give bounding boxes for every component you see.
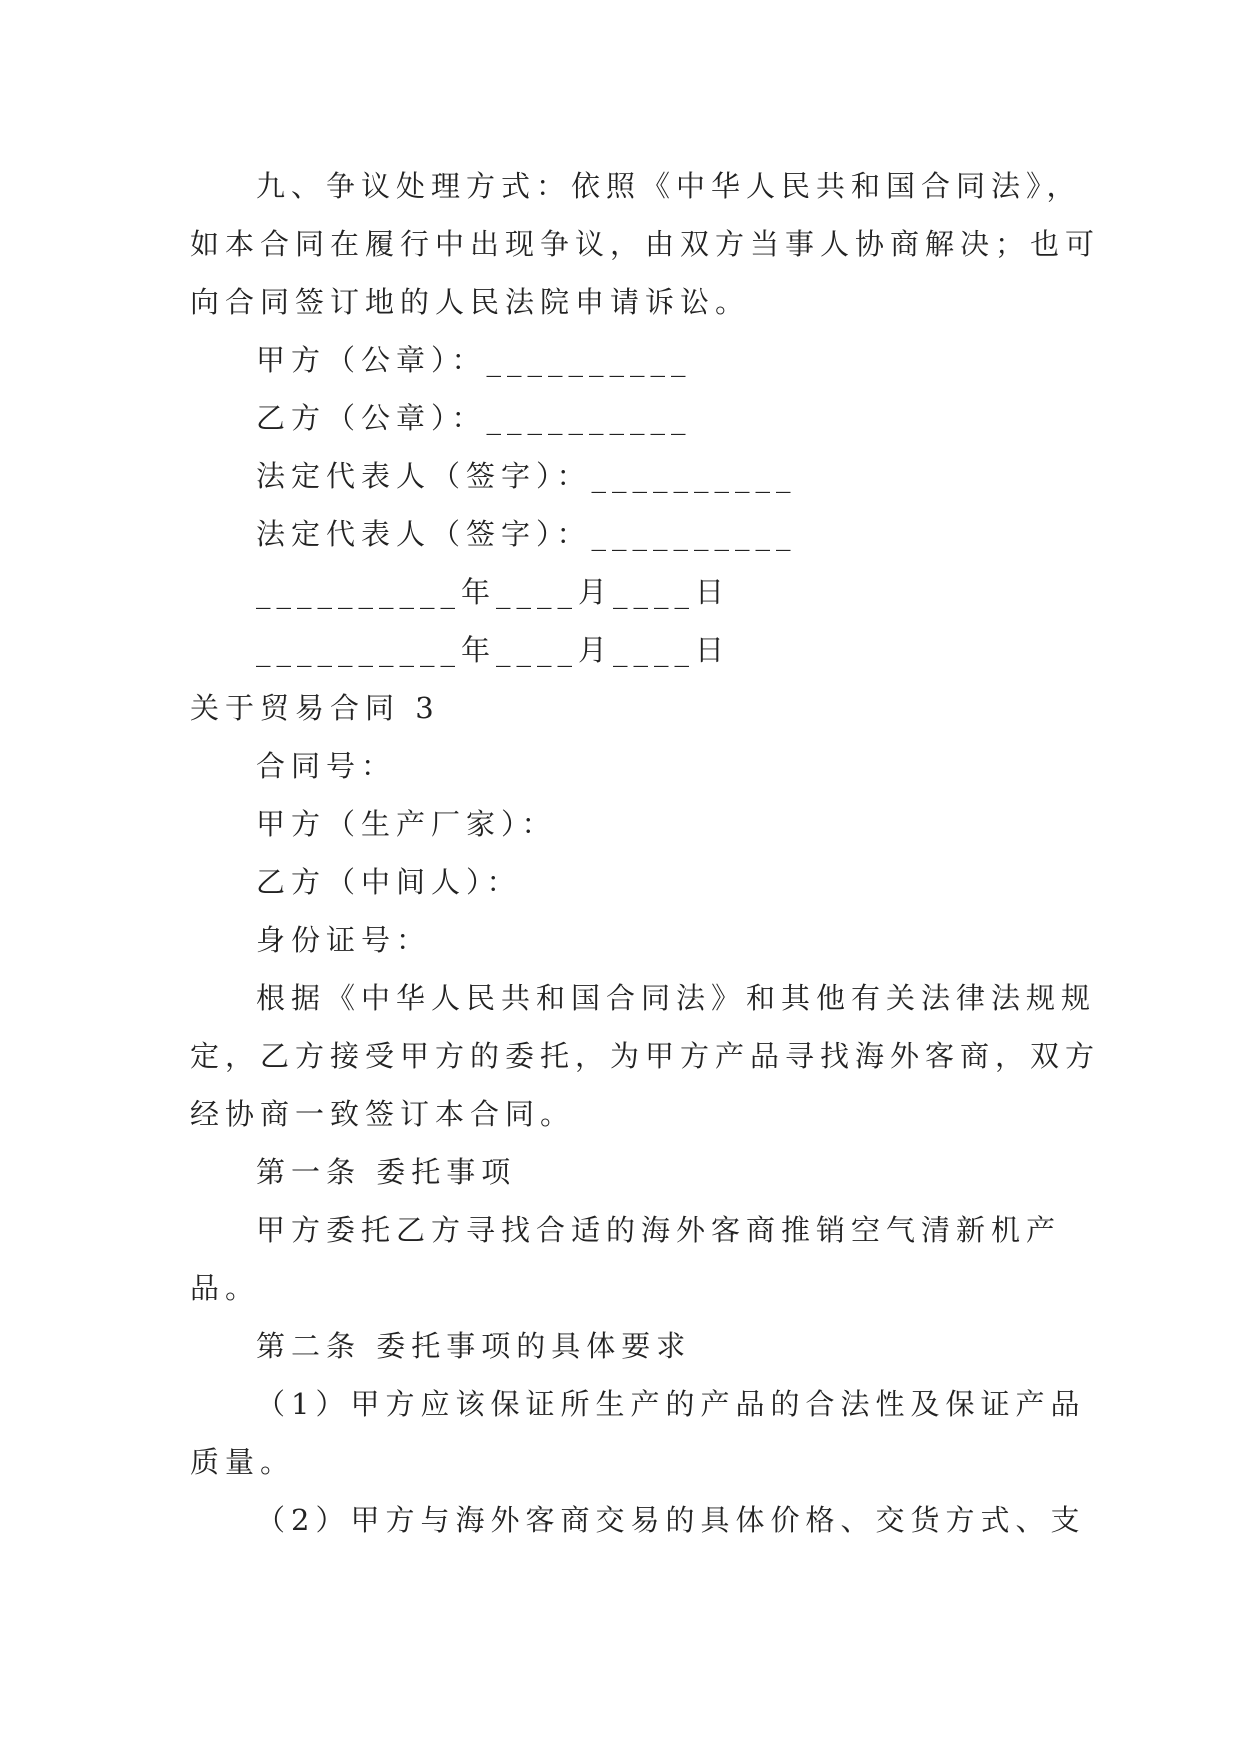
clause-9-line-1: 九、争议处理方式：依照《中华人民共和国合同法》， — [256, 169, 1082, 203]
article-1-heading: 第一条 委托事项 — [256, 1155, 517, 1189]
date-line-1: __________年____月____日 — [256, 575, 731, 609]
article-2-item-2-line-1: （2）甲方与海外客商交易的具体价格、交货方式、支 — [256, 1503, 1086, 1537]
article-1-line-2: 品。 — [190, 1271, 261, 1305]
legal-rep-signature-line-1: 法定代表人（签字）：__________ — [256, 459, 797, 493]
date-line-2: __________年____月____日 — [256, 633, 731, 667]
preamble-line-1: 根据《中华人民共和国合同法》和其他有关法律法规规 — [256, 981, 1097, 1015]
preamble-line-2: 定，乙方接受甲方的委托，为甲方产品寻找海外客商，双方 — [190, 1039, 1101, 1073]
clause-9-line-3: 向合同签订地的人民法院申请诉讼。 — [190, 285, 751, 319]
article-2-item-1-line-2: 质量。 — [190, 1445, 296, 1479]
legal-rep-signature-line-2: 法定代表人（签字）：__________ — [256, 517, 797, 551]
party-a-seal-line: 甲方（公章）：__________ — [256, 343, 692, 377]
article-2-item-1-line-1: （1）甲方应该保证所生产的产品的合法性及保证产品 — [256, 1387, 1086, 1421]
party-b-seal-line: 乙方（公章）：__________ — [256, 401, 692, 435]
preamble-line-3: 经协商一致签订本合同。 — [190, 1097, 576, 1131]
id-number-field: 身份证号： — [256, 923, 432, 957]
article-2-heading: 第二条 委托事项的具体要求 — [256, 1329, 692, 1363]
section-title: 关于贸易合同 3 — [190, 691, 440, 725]
article-1-line-1: 甲方委托乙方寻找合适的海外客商推销空气清新机产 — [256, 1213, 1062, 1247]
party-b-field: 乙方（中间人）： — [256, 865, 522, 899]
party-a-field: 甲方（生产厂家）： — [256, 807, 557, 841]
clause-9-line-2: 如本合同在履行中出现争议，由双方当事人协商解决；也可 — [190, 227, 1101, 261]
contract-number-field: 合同号： — [256, 749, 397, 783]
